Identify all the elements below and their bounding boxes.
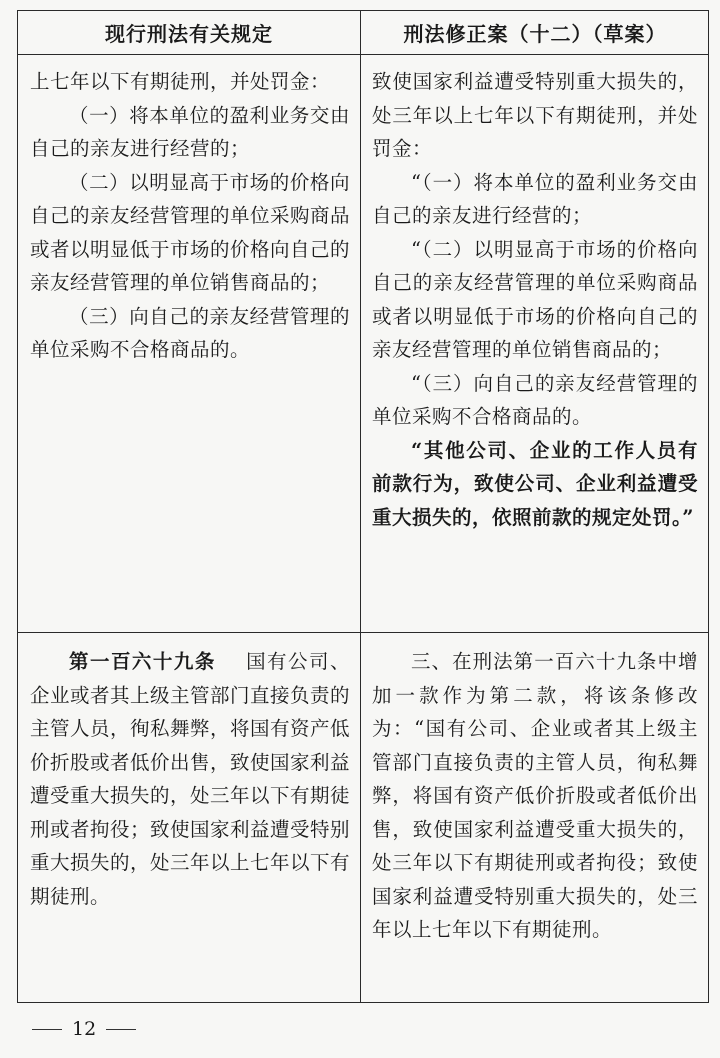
footer-dash-left: [32, 1029, 62, 1030]
header-current-law: 现行刑法有关规定: [105, 22, 273, 46]
row1-left-para-2: （二）以明显高于市场的价格向自己的亲友经营管理的单位采购商品或者以明显低于市场的价格向自己的亲友经营管理的单位销售商品的；: [30, 170, 351, 294]
row1-right-para-4-new-clause: “其他公司、企业的工作人员有前款行为，致使公司、企业利益遭受重大损失的，依照前款的规定处罚。”: [372, 438, 698, 529]
row1-left-para-0: 上七年以下有期徒刑，并处罚金：: [30, 70, 331, 93]
article-text: 国有公司、企业或者其上级主管部门直接负责的主管人员，徇私舞弊，将国有资产低价折股或者低价出售，致使国家利益遭受重大损失的，处三年以下有期徒刑或者拘役；致使国家利益遭受特别重大损失的，处三年以上七年以下有期徒刑。: [30, 650, 351, 908]
article-number: 第一百六十九条: [69, 650, 216, 673]
header-divider: [18, 54, 708, 55]
row2-current-law-cell: [30, 645, 350, 913]
page-number: 12: [72, 1018, 97, 1040]
row1-right-para-0: 致使国家利益遭受特别重大损失的，处三年以上七年以下有期徒刑，并处罚金：: [372, 70, 698, 160]
row2-right-para: 三、在刑法第一百六十九条中增加一款作为第二款，将该条修改为：“国有公司、企业或者其上级主管部门直接负责的主管人员，徇私舞弊，将国有资产低价折股或者低价出售，致使国家利益遭受重大损失的，处三年以下有期徒刑或者拘役；致使国家利益遭受特别重大损失的，处三年以上七年以下有期徒刑。: [372, 650, 698, 941]
row1-current-law-cell: [30, 65, 350, 367]
row1-amendment-cell: [372, 65, 698, 534]
comparison-table: [17, 10, 709, 1003]
row2-amendment-cell: [372, 645, 698, 947]
row1-left-para-1: （一）将本单位的盈利业务交由自己的亲友进行经营的；: [30, 103, 350, 160]
row1-right-para-2: “（二）以明显高于市场的价格向自己的亲友经营管理的单位采购商品或者以明显低于市场的价格向自己的亲友经营管理的单位销售商品的；: [372, 237, 698, 361]
column-divider: [360, 11, 361, 1002]
page-footer: [32, 1018, 136, 1040]
row-divider: [18, 632, 708, 633]
footer-dash-right: [106, 1029, 136, 1030]
row2-left-para: [30, 645, 350, 913]
row1-right-para-3: “（三）向自己的亲友经营管理的单位采购不合格商品的。: [372, 371, 698, 428]
row1-left-para-3: （三）向自己的亲友经营管理的单位采购不合格商品的。: [30, 304, 350, 361]
header-amendment-draft: 刑法修正案（十二）（草案）: [403, 22, 667, 46]
row1-right-para-1: “（一）将本单位的盈利业务交由自己的亲友进行经营的；: [372, 170, 698, 227]
